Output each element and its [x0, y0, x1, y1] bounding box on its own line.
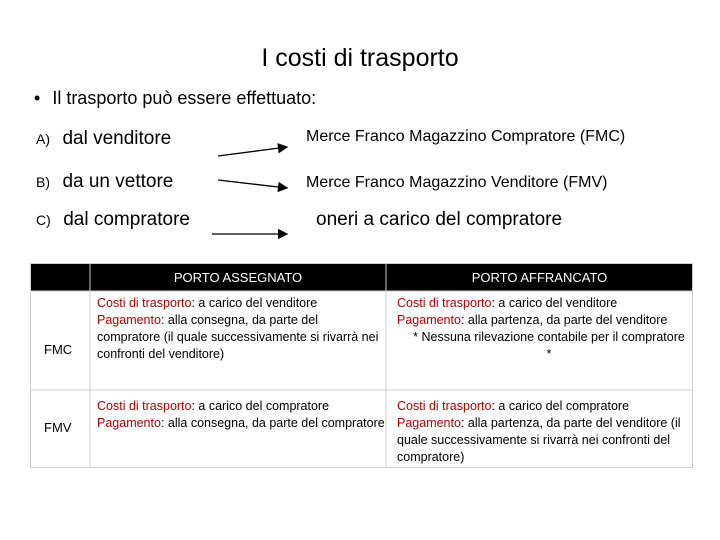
transport-table [30, 263, 693, 468]
page-title: I costi di trasporto [261, 44, 459, 72]
row-b-target: Merce Franco Magazzino Venditore (FMV) [306, 174, 608, 191]
arrow-a-icon [218, 147, 287, 156]
row-c-text: dal compratore [63, 209, 190, 230]
bullet-dot-icon: • [34, 88, 41, 108]
cell-fmv-affrancato: Costi di trasporto: a carico del compratore Pagamento: alla partenza, da parte del venditore (il quale successivamente si rivarrà nei confronti del compratore) [397, 399, 681, 464]
header-porto-assegnato: PORTO ASSEGNATO [173, 270, 303, 285]
cell-fmv-assegnato: Costi di trasporto: a carico del compratore Pagamento: alla consegna, da parte del compratore [97, 399, 385, 430]
fmc-affrancato-note: * Nessuna rilevazione contabile per il compratore * [413, 330, 685, 361]
arrow-b-icon [218, 180, 287, 188]
row-b-letter: B) [36, 174, 50, 190]
cell-fmc-affrancato: Costi di trasporto: a carico del venditore Pagamento: alla partenza, da parte del venditore * Nessuna rilevazione contabile per il compratore * [397, 295, 687, 363]
row-label-fmc: FMC [44, 342, 73, 357]
row-a-letter: A) [36, 131, 50, 147]
row-label-fmv: FMV [44, 420, 72, 435]
cell-fmc-assegnato: Costi di trasporto: a carico del venditore Pagamento: alla consegna, da parte del compratore (il quale successivamente si rivarrà nei confronti del venditore) [97, 296, 379, 361]
header-porto-affrancato: PORTO AFFRANCATO [471, 270, 608, 285]
row-a-text: dal venditore [62, 128, 172, 149]
row-c-target: oneri a carico del compratore [316, 209, 563, 230]
intro-text: Il trasporto può essere effettuato: [52, 88, 317, 108]
row-b-text: da un vettore [62, 171, 174, 192]
row-c-letter: C) [36, 212, 51, 228]
row-a-target: Merce Franco Magazzino Compratore (FMC) [306, 128, 626, 145]
